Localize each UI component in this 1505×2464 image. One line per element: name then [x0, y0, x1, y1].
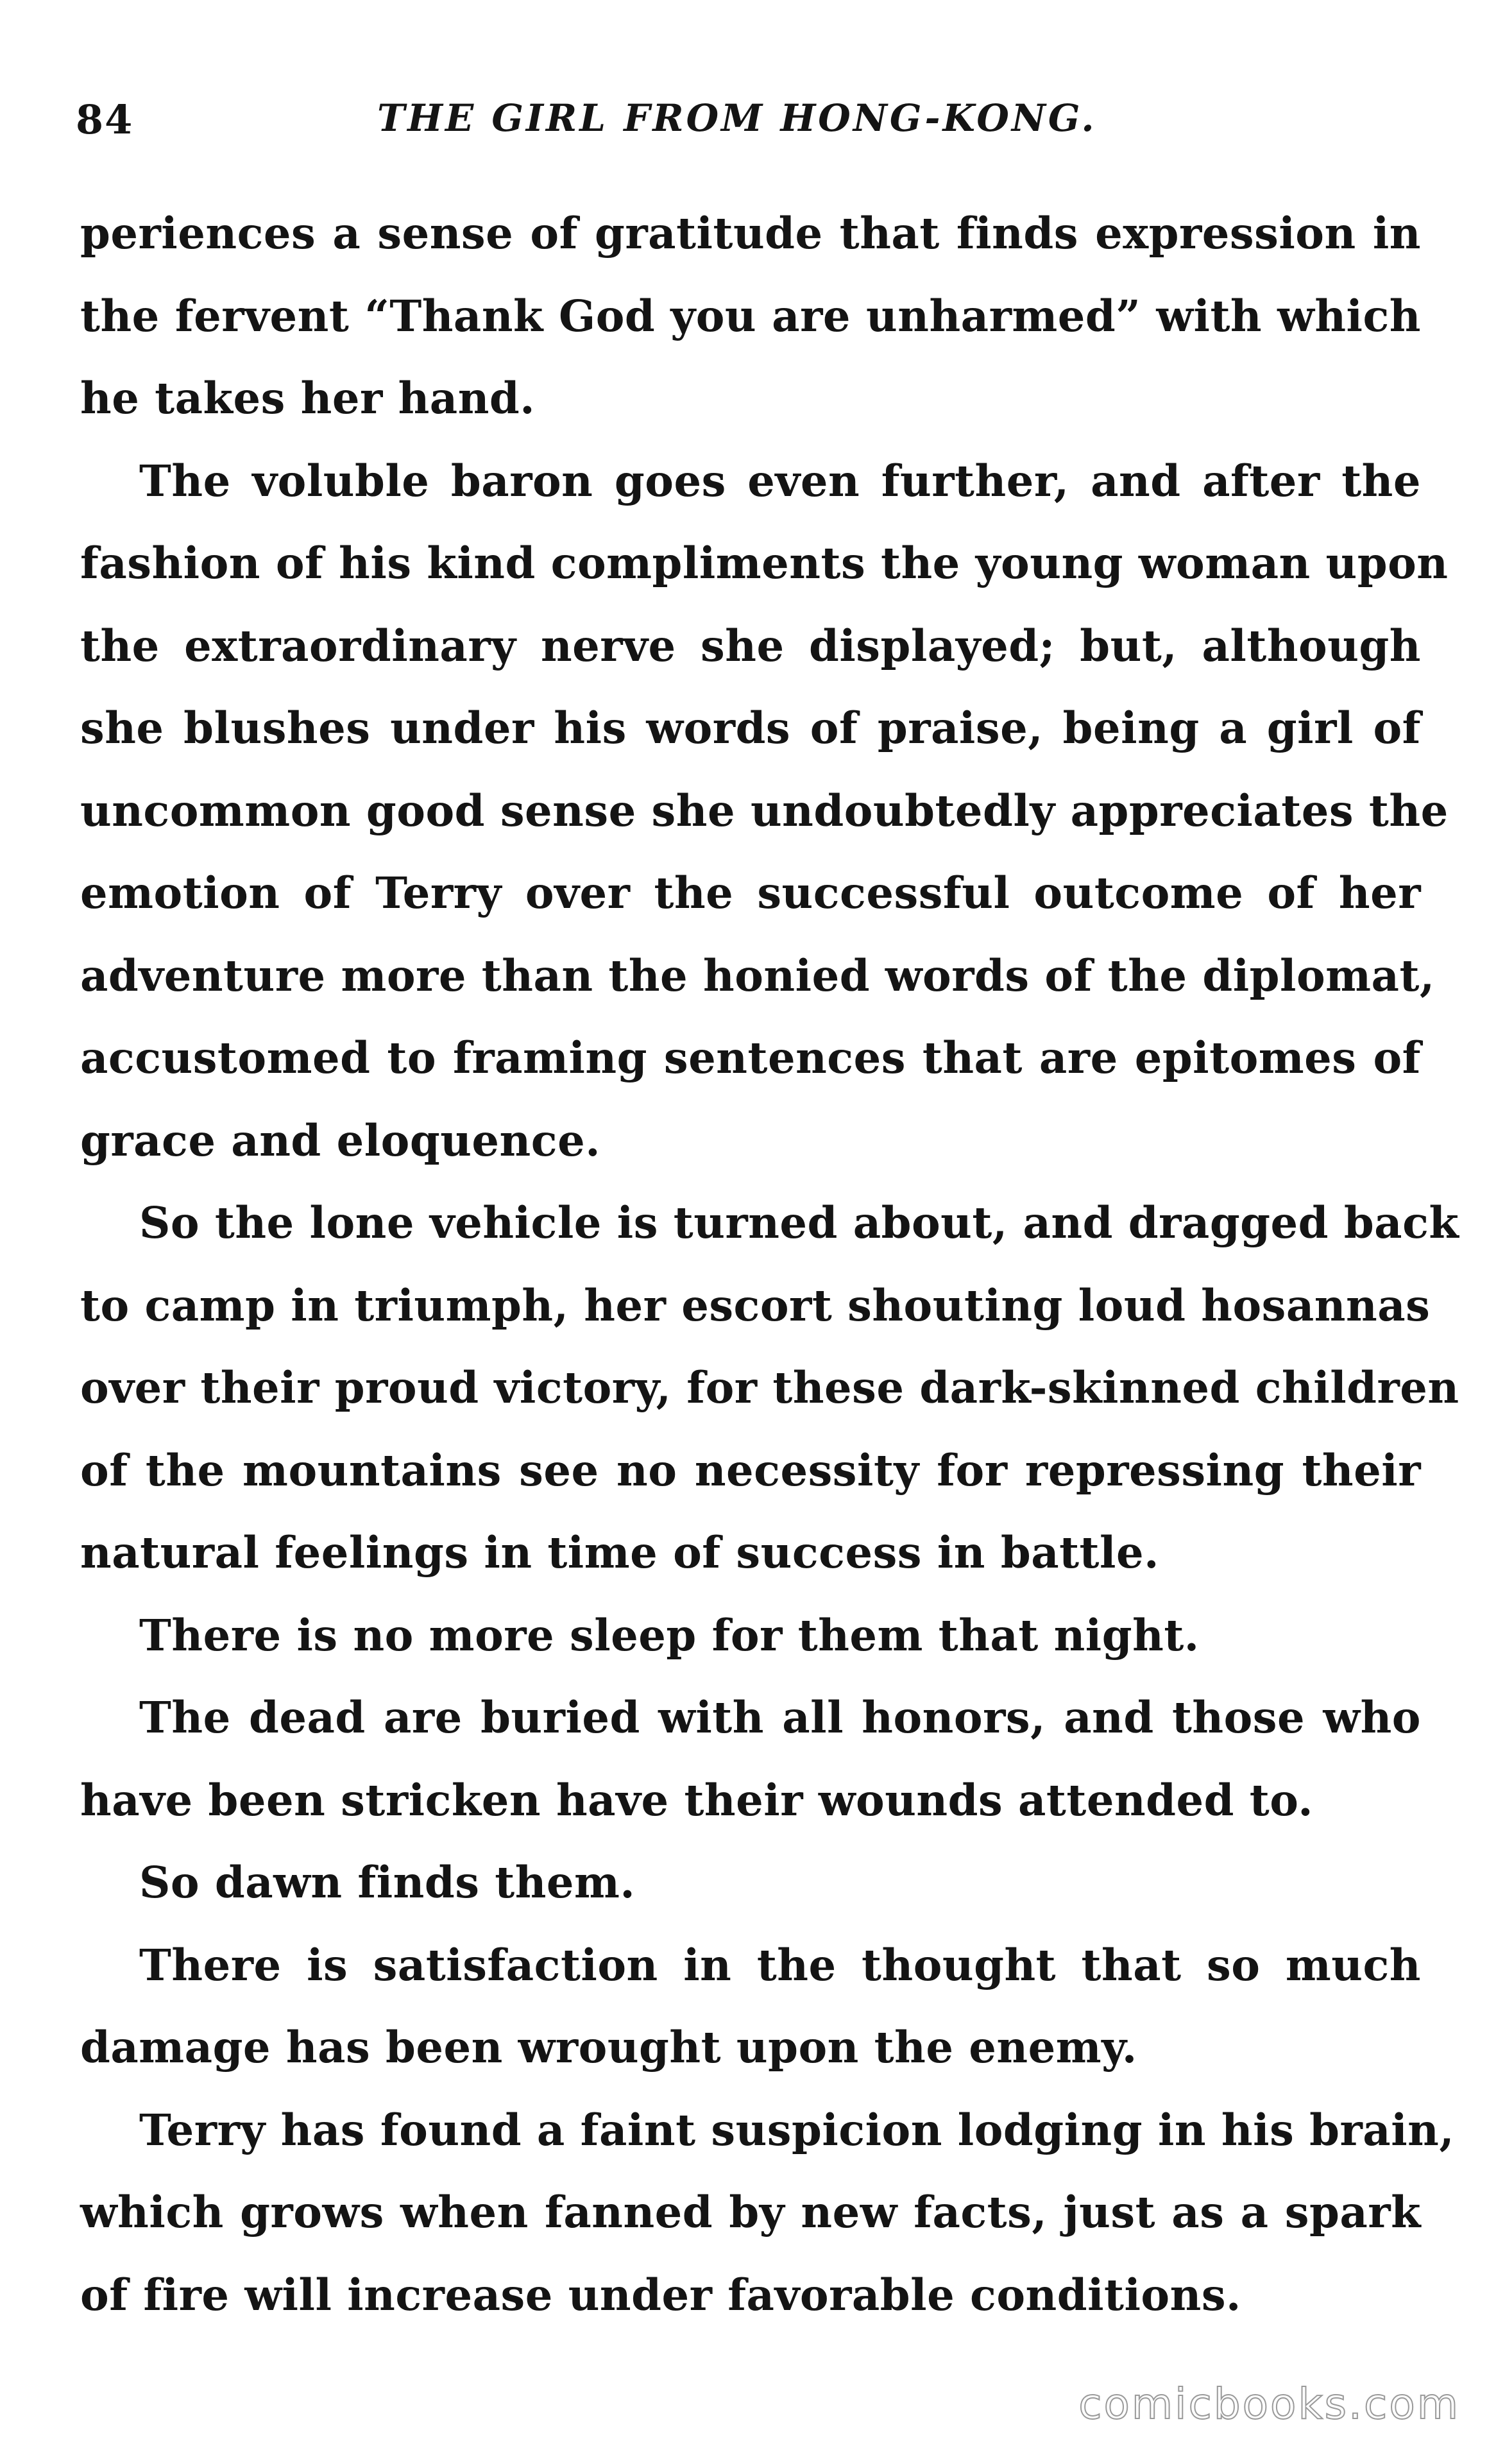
- page-number: 84: [76, 96, 134, 143]
- text-line: the fervent “Thank God you are unharmed” with which: [80, 290, 1421, 341]
- text-line: over their proud victory, for these dark-skinned children: [80, 1362, 1459, 1413]
- text-line: emotion of Terry over the successful outcome of her: [80, 868, 1421, 918]
- text-line: she blushes under his words of praise, being a girl of: [80, 703, 1421, 753]
- text-line: grace and eloquence.: [80, 1115, 601, 1166]
- text-line: to camp in triumph, her escort shouting loud hosannas: [80, 1279, 1431, 1331]
- text-line: There is no more sleep for them that night.: [139, 1609, 1200, 1661]
- text-line: The dead are buried with all honors, and those who: [139, 1692, 1421, 1743]
- text-line: The voluble baron goes even further, and after the: [139, 455, 1421, 506]
- text-line: So the lone vehicle is turned about, and dragged back: [139, 1197, 1459, 1248]
- text-line: the extraordinary nerve she displayed; but, although: [80, 620, 1421, 671]
- running-title: THE GIRL FROM HONG-KONG.: [377, 96, 1097, 140]
- text-line: fashion of his kind compliments the young woman upon: [80, 538, 1449, 588]
- text-line: have been stricken have their wounds attended to.: [80, 1774, 1314, 1826]
- text-line: natural feelings in time of success in battle.: [80, 1527, 1159, 1578]
- text-line: uncommon good sense she undoubtedly appreciates the: [80, 785, 1449, 836]
- text-line: periences a sense of gratitude that finds expression in: [80, 208, 1421, 259]
- text-line: So dawn finds them.: [139, 1857, 636, 1908]
- text-line: of fire will increase under favorable conditions.: [80, 2269, 1241, 2320]
- text-line: There is satisfaction in the thought that so much: [139, 1939, 1421, 1990]
- text-line: damage has been wrought upon the enemy.: [80, 2022, 1137, 2073]
- page-header: [76, 96, 1429, 154]
- body-text: [80, 193, 1459, 2336]
- text-line: he takes her hand.: [80, 373, 536, 424]
- text-line: Terry has found a faint suspicion lodging in his brain,: [139, 2104, 1455, 2155]
- text-line: of the mountains see no necessity for repressing their: [80, 1444, 1421, 1496]
- watermark: comicbooks.com: [1078, 2379, 1460, 2429]
- text-line: which grows when fanned by new facts, just as a spark: [80, 2187, 1421, 2237]
- text-line: accustomed to framing sentences that are epitomes of: [80, 1032, 1421, 1083]
- text-line: adventure more than the honied words of the diplomat,: [80, 950, 1435, 1001]
